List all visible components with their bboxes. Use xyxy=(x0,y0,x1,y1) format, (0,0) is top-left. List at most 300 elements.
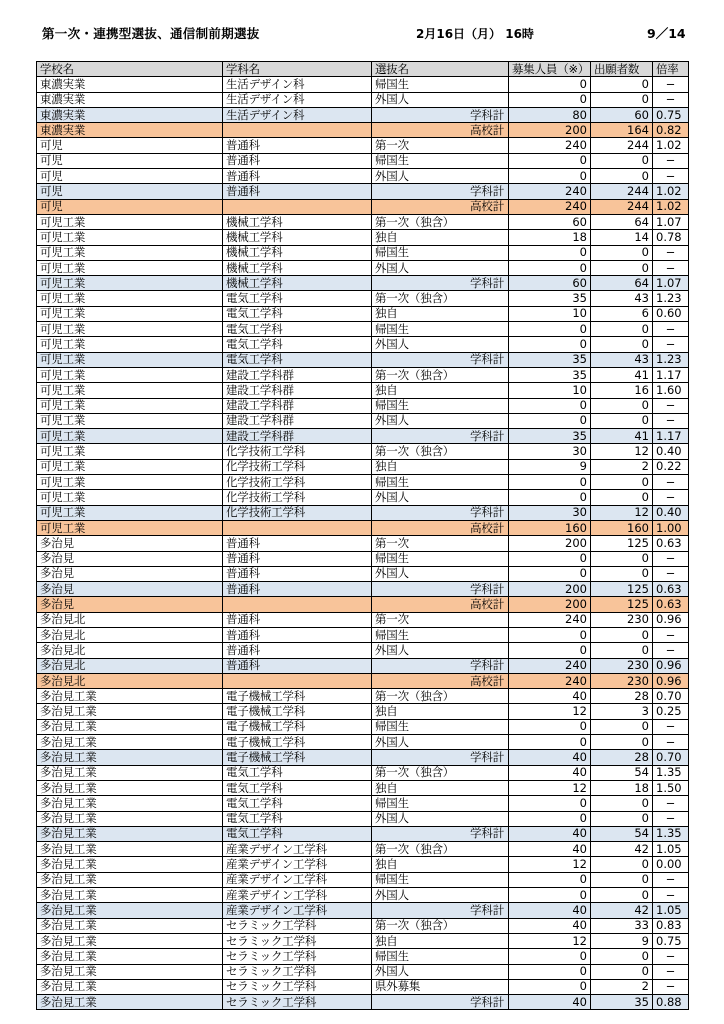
cell-applicants: 0 xyxy=(591,796,653,811)
cell-school: 可児工業 xyxy=(37,505,223,520)
cell-school: 可児工業 xyxy=(37,352,223,367)
cell-quota: 30 xyxy=(509,444,591,459)
cell-selection: 学科計 xyxy=(372,750,509,765)
cell-applicants: 230 xyxy=(591,658,653,673)
cell-dept: セラミック工学科 xyxy=(223,964,372,979)
cell-ratio: 0.00 xyxy=(653,857,689,872)
cell-dept: 普通科 xyxy=(223,153,372,168)
table-row xyxy=(37,475,689,490)
cell-dept: 電気工学科 xyxy=(223,811,372,826)
cell-applicants: 0 xyxy=(591,566,653,581)
cell-selection: 第一次（独含） xyxy=(372,918,509,933)
col-header-department: 学科名 xyxy=(223,62,372,77)
cell-selection: 独自 xyxy=(372,933,509,948)
cell-applicants: 0 xyxy=(591,153,653,168)
cell-applicants: 0 xyxy=(591,322,653,337)
cell-selection: 帰国生 xyxy=(372,796,509,811)
cell-ratio: 0.88 xyxy=(653,995,689,1010)
cell-quota: 0 xyxy=(509,796,591,811)
cell-quota: 40 xyxy=(509,903,591,918)
cell-school: 多治見工業 xyxy=(37,796,223,811)
cell-ratio: 1.35 xyxy=(653,826,689,841)
cell-school: 多治見工業 xyxy=(37,918,223,933)
cell-selection: 帰国生 xyxy=(372,551,509,566)
table-row xyxy=(37,199,689,214)
col-header-applicants: 出願者数 xyxy=(591,62,653,77)
cell-ratio: − xyxy=(653,77,689,92)
cell-school: 多治見工業 xyxy=(37,888,223,903)
cell-dept xyxy=(223,199,372,214)
cell-applicants: 12 xyxy=(591,505,653,520)
cell-selection: 学科計 xyxy=(372,429,509,444)
table-row xyxy=(37,796,689,811)
cell-selection: 第一次 xyxy=(372,138,509,153)
table-row xyxy=(37,551,689,566)
table-row xyxy=(37,566,689,581)
table-row xyxy=(37,689,689,704)
cell-quota: 0 xyxy=(509,735,591,750)
table-row xyxy=(37,107,689,122)
cell-dept: 生活デザイン科 xyxy=(223,92,372,107)
cell-quota: 0 xyxy=(509,398,591,413)
cell-selection: 学科計 xyxy=(372,276,509,291)
cell-quota: 0 xyxy=(509,413,591,428)
cell-dept: セラミック工学科 xyxy=(223,933,372,948)
cell-selection: 外国人 xyxy=(372,92,509,107)
document-header xyxy=(42,24,696,48)
cell-ratio: 1.05 xyxy=(653,842,689,857)
cell-applicants: 3 xyxy=(591,704,653,719)
table-row xyxy=(37,413,689,428)
cell-school: 多治見工業 xyxy=(37,949,223,964)
cell-school: 多治見工業 xyxy=(37,933,223,948)
cell-school: 多治見工業 xyxy=(37,750,223,765)
cell-quota: 9 xyxy=(509,459,591,474)
cell-quota: 200 xyxy=(509,536,591,551)
cell-applicants: 0 xyxy=(591,245,653,260)
cell-dept: 機械工学科 xyxy=(223,214,372,229)
cell-dept: 建設工学科群 xyxy=(223,413,372,428)
table-row xyxy=(37,903,689,918)
cell-applicants: 2 xyxy=(591,979,653,994)
cell-applicants: 0 xyxy=(591,811,653,826)
cell-applicants: 0 xyxy=(591,77,653,92)
cell-ratio: 1.07 xyxy=(653,276,689,291)
cell-dept: 電気工学科 xyxy=(223,765,372,780)
cell-school: 可児 xyxy=(37,169,223,184)
cell-quota: 35 xyxy=(509,352,591,367)
cell-dept xyxy=(223,123,372,138)
cell-school: 多治見北 xyxy=(37,612,223,627)
cell-school: 多治見北 xyxy=(37,627,223,642)
cell-ratio: − xyxy=(653,796,689,811)
cell-quota: 40 xyxy=(509,826,591,841)
cell-ratio: − xyxy=(653,153,689,168)
table-row xyxy=(37,918,689,933)
cell-selection: 外国人 xyxy=(372,888,509,903)
table-row xyxy=(37,429,689,444)
cell-quota: 0 xyxy=(509,964,591,979)
cell-selection: 帰国生 xyxy=(372,719,509,734)
cell-dept: 普通科 xyxy=(223,536,372,551)
cell-dept: セラミック工学科 xyxy=(223,995,372,1010)
cell-dept: 普通科 xyxy=(223,612,372,627)
cell-dept: 化学技術工学科 xyxy=(223,505,372,520)
cell-school: 多治見工業 xyxy=(37,765,223,780)
cell-ratio: 1.17 xyxy=(653,429,689,444)
table-row xyxy=(37,933,689,948)
cell-dept: 化学技術工学科 xyxy=(223,459,372,474)
cell-applicants: 125 xyxy=(591,536,653,551)
cell-applicants: 244 xyxy=(591,199,653,214)
cell-school: 多治見 xyxy=(37,582,223,597)
cell-school: 多治見工業 xyxy=(37,780,223,795)
cell-quota: 0 xyxy=(509,153,591,168)
cell-quota: 0 xyxy=(509,949,591,964)
cell-quota: 240 xyxy=(509,184,591,199)
table-row xyxy=(37,872,689,887)
cell-applicants: 0 xyxy=(591,719,653,734)
cell-dept: 産業デザイン工学科 xyxy=(223,872,372,887)
cell-applicants: 2 xyxy=(591,459,653,474)
cell-ratio: 1.23 xyxy=(653,291,689,306)
cell-selection: 外国人 xyxy=(372,811,509,826)
cell-ratio: 0.63 xyxy=(653,582,689,597)
cell-dept: 化学技術工学科 xyxy=(223,475,372,490)
cell-quota: 60 xyxy=(509,214,591,229)
cell-selection: 帰国生 xyxy=(372,475,509,490)
cell-ratio: − xyxy=(653,413,689,428)
cell-applicants: 0 xyxy=(591,337,653,352)
table-row xyxy=(37,582,689,597)
cell-applicants: 18 xyxy=(591,780,653,795)
cell-school: 可児工業 xyxy=(37,520,223,535)
page-number: 9／14 xyxy=(647,26,686,41)
cell-dept: 機械工学科 xyxy=(223,276,372,291)
cell-dept: 普通科 xyxy=(223,582,372,597)
cell-quota: 0 xyxy=(509,627,591,642)
cell-ratio: − xyxy=(653,322,689,337)
cell-quota: 0 xyxy=(509,322,591,337)
table-row xyxy=(37,291,689,306)
cell-ratio: 1.07 xyxy=(653,214,689,229)
cell-quota: 35 xyxy=(509,429,591,444)
cell-ratio: 0.22 xyxy=(653,459,689,474)
table-row xyxy=(37,842,689,857)
cell-applicants: 60 xyxy=(591,107,653,122)
cell-school: 多治見 xyxy=(37,536,223,551)
cell-ratio: − xyxy=(653,398,689,413)
cell-selection: 帰国生 xyxy=(372,627,509,642)
cell-dept: 普通科 xyxy=(223,658,372,673)
cell-school: 可児工業 xyxy=(37,367,223,382)
cell-ratio: − xyxy=(653,475,689,490)
table-row xyxy=(37,337,689,352)
cell-dept: 普通科 xyxy=(223,643,372,658)
table-row xyxy=(37,780,689,795)
cell-ratio: 0.82 xyxy=(653,123,689,138)
cell-dept: 産業デザイン工学科 xyxy=(223,903,372,918)
cell-quota: 0 xyxy=(509,92,591,107)
cell-selection: 外国人 xyxy=(372,735,509,750)
cell-quota: 240 xyxy=(509,199,591,214)
table-row xyxy=(37,352,689,367)
cell-ratio: 1.60 xyxy=(653,383,689,398)
cell-quota: 0 xyxy=(509,551,591,566)
cell-quota: 240 xyxy=(509,138,591,153)
cell-quota: 240 xyxy=(509,612,591,627)
cell-selection: 外国人 xyxy=(372,490,509,505)
cell-ratio: 0.40 xyxy=(653,505,689,520)
table-row xyxy=(37,322,689,337)
cell-school: 多治見工業 xyxy=(37,872,223,887)
cell-school: 多治見工業 xyxy=(37,903,223,918)
table-row xyxy=(37,245,689,260)
cell-school: 可児工業 xyxy=(37,214,223,229)
cell-school: 可児工業 xyxy=(37,260,223,275)
cell-school: 東濃実業 xyxy=(37,77,223,92)
cell-school: 可児工業 xyxy=(37,413,223,428)
document-title: 第一次・連携型選抜、通信制前期選抜 xyxy=(42,26,260,41)
table-row xyxy=(37,153,689,168)
table-row xyxy=(37,398,689,413)
cell-selection: 高校計 xyxy=(372,597,509,612)
cell-dept xyxy=(223,673,372,688)
cell-quota: 200 xyxy=(509,123,591,138)
cell-dept: 電気工学科 xyxy=(223,826,372,841)
cell-ratio: 1.00 xyxy=(653,520,689,535)
table-row xyxy=(37,230,689,245)
cell-applicants: 0 xyxy=(591,260,653,275)
cell-selection: 第一次（独含） xyxy=(372,689,509,704)
cell-ratio: 1.05 xyxy=(653,903,689,918)
cell-applicants: 42 xyxy=(591,842,653,857)
cell-ratio: − xyxy=(653,337,689,352)
table-row xyxy=(37,735,689,750)
cell-school: 可児工業 xyxy=(37,383,223,398)
cell-ratio: 1.02 xyxy=(653,138,689,153)
cell-selection: 高校計 xyxy=(372,673,509,688)
cell-dept: 電気工学科 xyxy=(223,780,372,795)
table-row xyxy=(37,643,689,658)
cell-ratio: 1.50 xyxy=(653,780,689,795)
cell-ratio: 0.75 xyxy=(653,933,689,948)
cell-school: 可児工業 xyxy=(37,337,223,352)
table-row xyxy=(37,276,689,291)
cell-quota: 240 xyxy=(509,658,591,673)
table-header-row xyxy=(37,62,689,77)
cell-school: 多治見 xyxy=(37,551,223,566)
table-row xyxy=(37,826,689,841)
cell-dept: セラミック工学科 xyxy=(223,979,372,994)
cell-dept: 電気工学科 xyxy=(223,322,372,337)
cell-applicants: 0 xyxy=(591,92,653,107)
cell-ratio: − xyxy=(653,627,689,642)
cell-dept: 化学技術工学科 xyxy=(223,490,372,505)
cell-applicants: 0 xyxy=(591,627,653,642)
cell-quota: 10 xyxy=(509,306,591,321)
cell-ratio: − xyxy=(653,949,689,964)
cell-ratio: − xyxy=(653,169,689,184)
cell-ratio: 0.78 xyxy=(653,230,689,245)
cell-applicants: 164 xyxy=(591,123,653,138)
table-row xyxy=(37,260,689,275)
cell-quota: 160 xyxy=(509,520,591,535)
cell-dept: 普通科 xyxy=(223,184,372,199)
cell-applicants: 43 xyxy=(591,291,653,306)
table-row xyxy=(37,536,689,551)
cell-ratio: − xyxy=(653,260,689,275)
cell-school: 可児工業 xyxy=(37,322,223,337)
cell-school: 多治見工業 xyxy=(37,811,223,826)
cell-applicants: 0 xyxy=(591,888,653,903)
cell-school: 東濃実業 xyxy=(37,107,223,122)
cell-ratio: − xyxy=(653,735,689,750)
cell-applicants: 160 xyxy=(591,520,653,535)
table-row xyxy=(37,964,689,979)
cell-ratio: 0.63 xyxy=(653,597,689,612)
cell-selection: 外国人 xyxy=(372,964,509,979)
cell-applicants: 54 xyxy=(591,765,653,780)
cell-applicants: 0 xyxy=(591,169,653,184)
cell-selection: 独自 xyxy=(372,780,509,795)
cell-applicants: 12 xyxy=(591,444,653,459)
cell-dept: 建設工学科群 xyxy=(223,429,372,444)
table-row xyxy=(37,627,689,642)
cell-applicants: 0 xyxy=(591,872,653,887)
cell-quota: 0 xyxy=(509,811,591,826)
cell-school: 東濃実業 xyxy=(37,92,223,107)
cell-quota: 12 xyxy=(509,780,591,795)
cell-quota: 0 xyxy=(509,643,591,658)
cell-ratio: 0.83 xyxy=(653,918,689,933)
cell-applicants: 230 xyxy=(591,673,653,688)
cell-ratio: − xyxy=(653,811,689,826)
cell-selection: 第一次（独含） xyxy=(372,842,509,857)
cell-dept: 産業デザイン工学科 xyxy=(223,857,372,872)
report-datetime: 2月16日（月） 16時 xyxy=(416,27,534,41)
cell-selection: 独自 xyxy=(372,704,509,719)
cell-ratio: 0.25 xyxy=(653,704,689,719)
cell-selection: 第一次 xyxy=(372,612,509,627)
cell-selection: 帰国生 xyxy=(372,153,509,168)
cell-school: 可児工業 xyxy=(37,444,223,459)
cell-selection: 外国人 xyxy=(372,337,509,352)
cell-dept: 機械工学科 xyxy=(223,260,372,275)
cell-dept: 電子機械工学科 xyxy=(223,735,372,750)
cell-applicants: 0 xyxy=(591,551,653,566)
cell-school: 多治見工業 xyxy=(37,857,223,872)
cell-dept xyxy=(223,520,372,535)
cell-applicants: 41 xyxy=(591,367,653,382)
table-row xyxy=(37,704,689,719)
table-row xyxy=(37,169,689,184)
cell-applicants: 14 xyxy=(591,230,653,245)
cell-applicants: 42 xyxy=(591,903,653,918)
cell-quota: 40 xyxy=(509,765,591,780)
cell-selection: 学科計 xyxy=(372,995,509,1010)
cell-school: 可児工業 xyxy=(37,490,223,505)
cell-quota: 30 xyxy=(509,505,591,520)
cell-quota: 35 xyxy=(509,367,591,382)
cell-selection: 独自 xyxy=(372,230,509,245)
cell-dept: 機械工学科 xyxy=(223,245,372,260)
cell-school: 多治見工業 xyxy=(37,704,223,719)
table-row xyxy=(37,979,689,994)
cell-quota: 0 xyxy=(509,566,591,581)
cell-school: 多治見工業 xyxy=(37,842,223,857)
cell-quota: 0 xyxy=(509,888,591,903)
cell-ratio: 0.60 xyxy=(653,306,689,321)
cell-quota: 0 xyxy=(509,475,591,490)
cell-applicants: 125 xyxy=(591,582,653,597)
cell-selection: 帰国生 xyxy=(372,77,509,92)
cell-school: 可児 xyxy=(37,138,223,153)
cell-dept: 生活デザイン科 xyxy=(223,77,372,92)
cell-selection: 高校計 xyxy=(372,123,509,138)
cell-applicants: 0 xyxy=(591,964,653,979)
cell-dept: 建設工学科群 xyxy=(223,398,372,413)
cell-selection: 第一次（独含） xyxy=(372,214,509,229)
cell-ratio: 1.35 xyxy=(653,765,689,780)
cell-selection: 第一次（独含） xyxy=(372,444,509,459)
cell-applicants: 41 xyxy=(591,429,653,444)
cell-applicants: 64 xyxy=(591,214,653,229)
cell-school: 東濃実業 xyxy=(37,123,223,138)
cell-dept: 産業デザイン工学科 xyxy=(223,888,372,903)
cell-selection: 県外募集 xyxy=(372,979,509,994)
cell-school: 多治見工業 xyxy=(37,995,223,1010)
cell-ratio: − xyxy=(653,551,689,566)
cell-ratio: − xyxy=(653,490,689,505)
cell-applicants: 0 xyxy=(591,398,653,413)
cell-quota: 35 xyxy=(509,291,591,306)
cell-quota: 10 xyxy=(509,383,591,398)
cell-quota: 12 xyxy=(509,857,591,872)
cell-applicants: 230 xyxy=(591,612,653,627)
cell-quota: 0 xyxy=(509,169,591,184)
cell-quota: 40 xyxy=(509,842,591,857)
cell-dept: 普通科 xyxy=(223,551,372,566)
col-header-school: 学校名 xyxy=(37,62,223,77)
cell-dept: セラミック工学科 xyxy=(223,918,372,933)
cell-ratio: − xyxy=(653,872,689,887)
cell-quota: 18 xyxy=(509,230,591,245)
table-row xyxy=(37,92,689,107)
cell-ratio: 0.96 xyxy=(653,673,689,688)
table-row xyxy=(37,811,689,826)
cell-selection: 学科計 xyxy=(372,184,509,199)
cell-selection: 帰国生 xyxy=(372,322,509,337)
cell-selection: 帰国生 xyxy=(372,872,509,887)
cell-school: 多治見工業 xyxy=(37,964,223,979)
cell-applicants: 0 xyxy=(591,643,653,658)
table-row xyxy=(37,658,689,673)
cell-school: 多治見北 xyxy=(37,643,223,658)
cell-dept: 電子機械工学科 xyxy=(223,719,372,734)
cell-ratio: 0.40 xyxy=(653,444,689,459)
cell-dept xyxy=(223,597,372,612)
cell-applicants: 9 xyxy=(591,933,653,948)
cell-applicants: 16 xyxy=(591,383,653,398)
applications-table xyxy=(36,61,689,1010)
cell-quota: 0 xyxy=(509,490,591,505)
applications-table-container xyxy=(36,61,688,1010)
cell-selection: 帰国生 xyxy=(372,245,509,260)
cell-dept: セラミック工学科 xyxy=(223,949,372,964)
cell-applicants: 0 xyxy=(591,413,653,428)
cell-ratio: − xyxy=(653,643,689,658)
